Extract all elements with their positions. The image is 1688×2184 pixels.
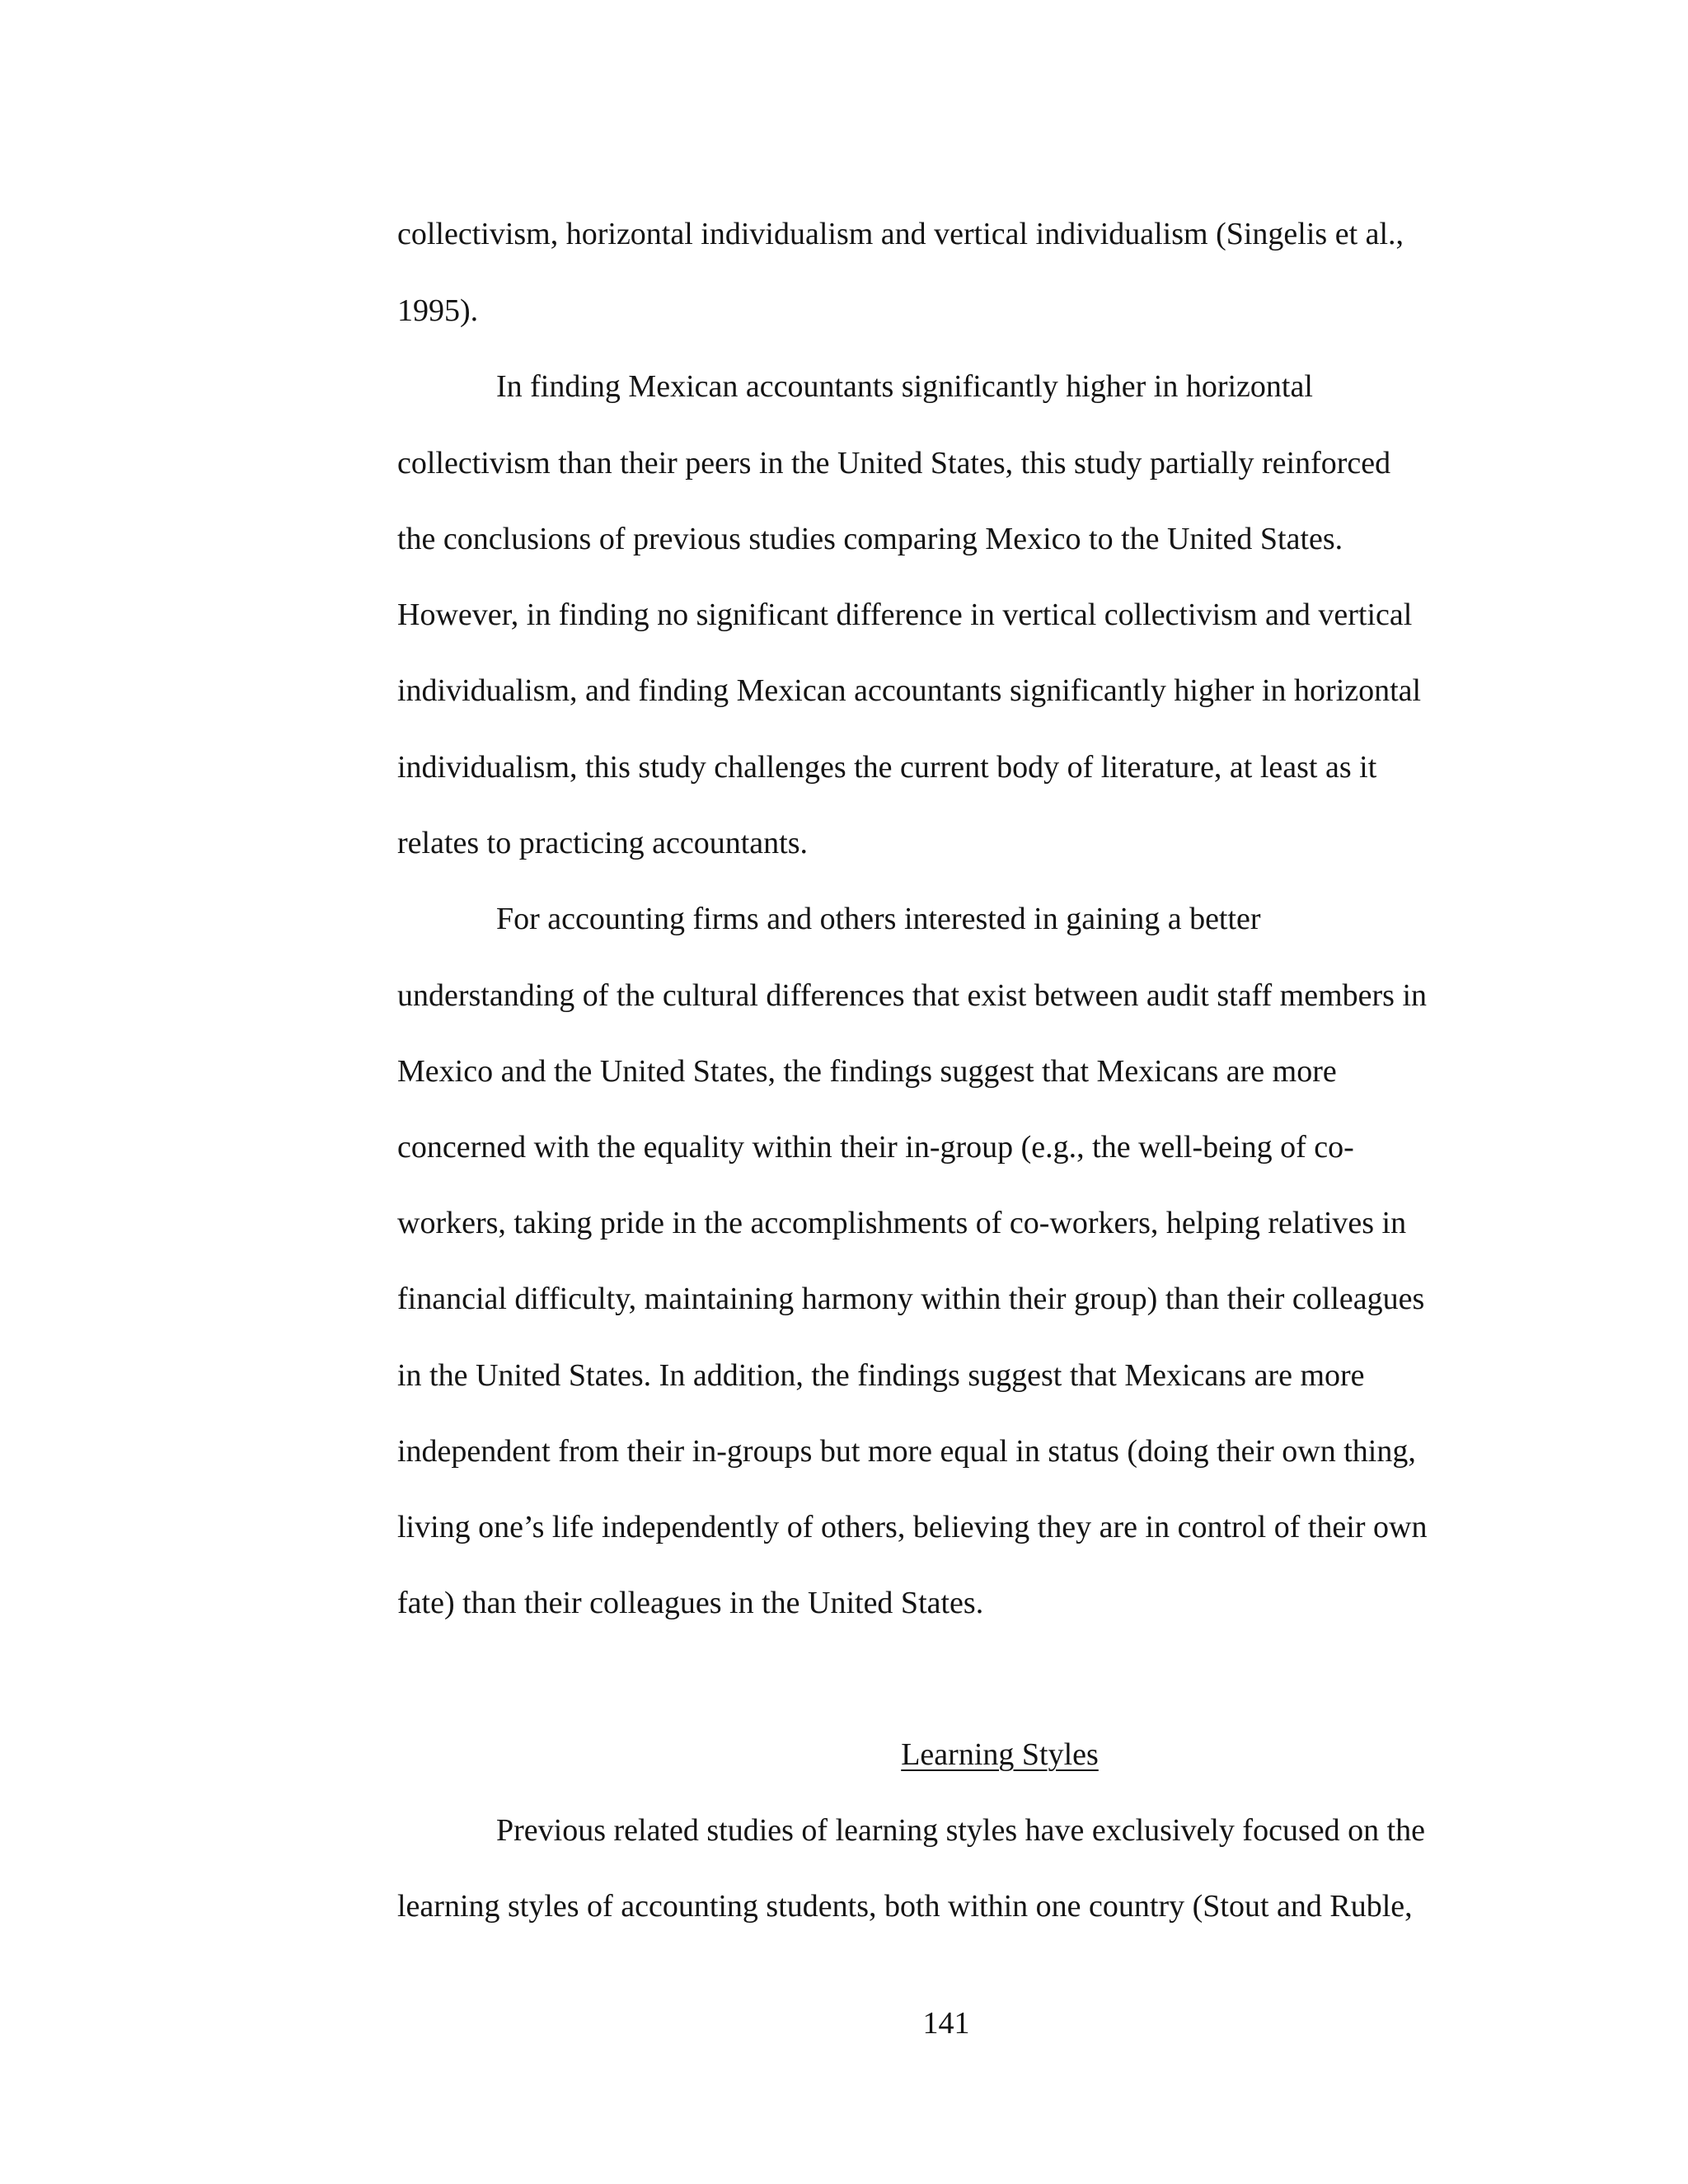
body-text-line: concerned with the equality within their in-group (e.g., the well-being of co-	[397, 1130, 1354, 1165]
body-text-line: workers, taking pride in the accomplishments of co-workers, helping relatives in	[397, 1206, 1407, 1240]
body-text-line: living one’s life independently of others, believing they are in control of their own	[397, 1510, 1428, 1544]
body-text-line: learning styles of accounting students, both within one country (Stout and Ruble,	[397, 1889, 1413, 1924]
body-text-line: independent from their in-groups but more equal in status (doing their own thing,	[397, 1434, 1416, 1469]
body-text-line: the conclusions of previous studies comparing Mexico to the United States.	[397, 522, 1343, 556]
page-number: 141	[922, 2006, 970, 2041]
body-text-line: Mexico and the United States, the findings suggest that Mexicans are more	[397, 1054, 1337, 1089]
body-text-line: financial difficulty, maintaining harmony within their group) than their colleagues	[397, 1282, 1425, 1316]
body-text-line: collectivism, horizontal individualism and vertical individualism (Singelis et al.,	[397, 217, 1404, 251]
body-text-line: individualism, and finding Mexican accountants significantly higher in horizontal	[397, 673, 1422, 708]
body-text-line: relates to practicing accountants.	[397, 826, 809, 860]
body-text-line: However, in finding no significant difference in vertical collectivism and vertical	[397, 598, 1413, 632]
body-text-line: in the United States. In addition, the findings suggest that Mexicans are more	[397, 1358, 1365, 1393]
body-text-line: understanding of the cultural differences that exist between audit staff members in	[397, 978, 1428, 1013]
body-text-line: In finding Mexican accountants significantly higher in horizontal	[496, 369, 1313, 404]
body-text-line: individualism, this study challenges the current body of literature, at least as it	[397, 750, 1377, 785]
body-text-line: Previous related studies of learning styles have exclusively focused on the	[496, 1813, 1426, 1848]
body-text-line: For accounting firms and others interested in gaining a better	[496, 902, 1261, 936]
body-text-line: fate) than their colleagues in the United States.	[397, 1586, 984, 1620]
body-text-line: collectivism than their peers in the United States, this study partially reinforced	[397, 446, 1391, 480]
section-heading-text: Learning Styles	[901, 1737, 1099, 1772]
body-text-line: 1995).	[397, 293, 479, 328]
section-heading	[0, 1736, 1688, 1773]
